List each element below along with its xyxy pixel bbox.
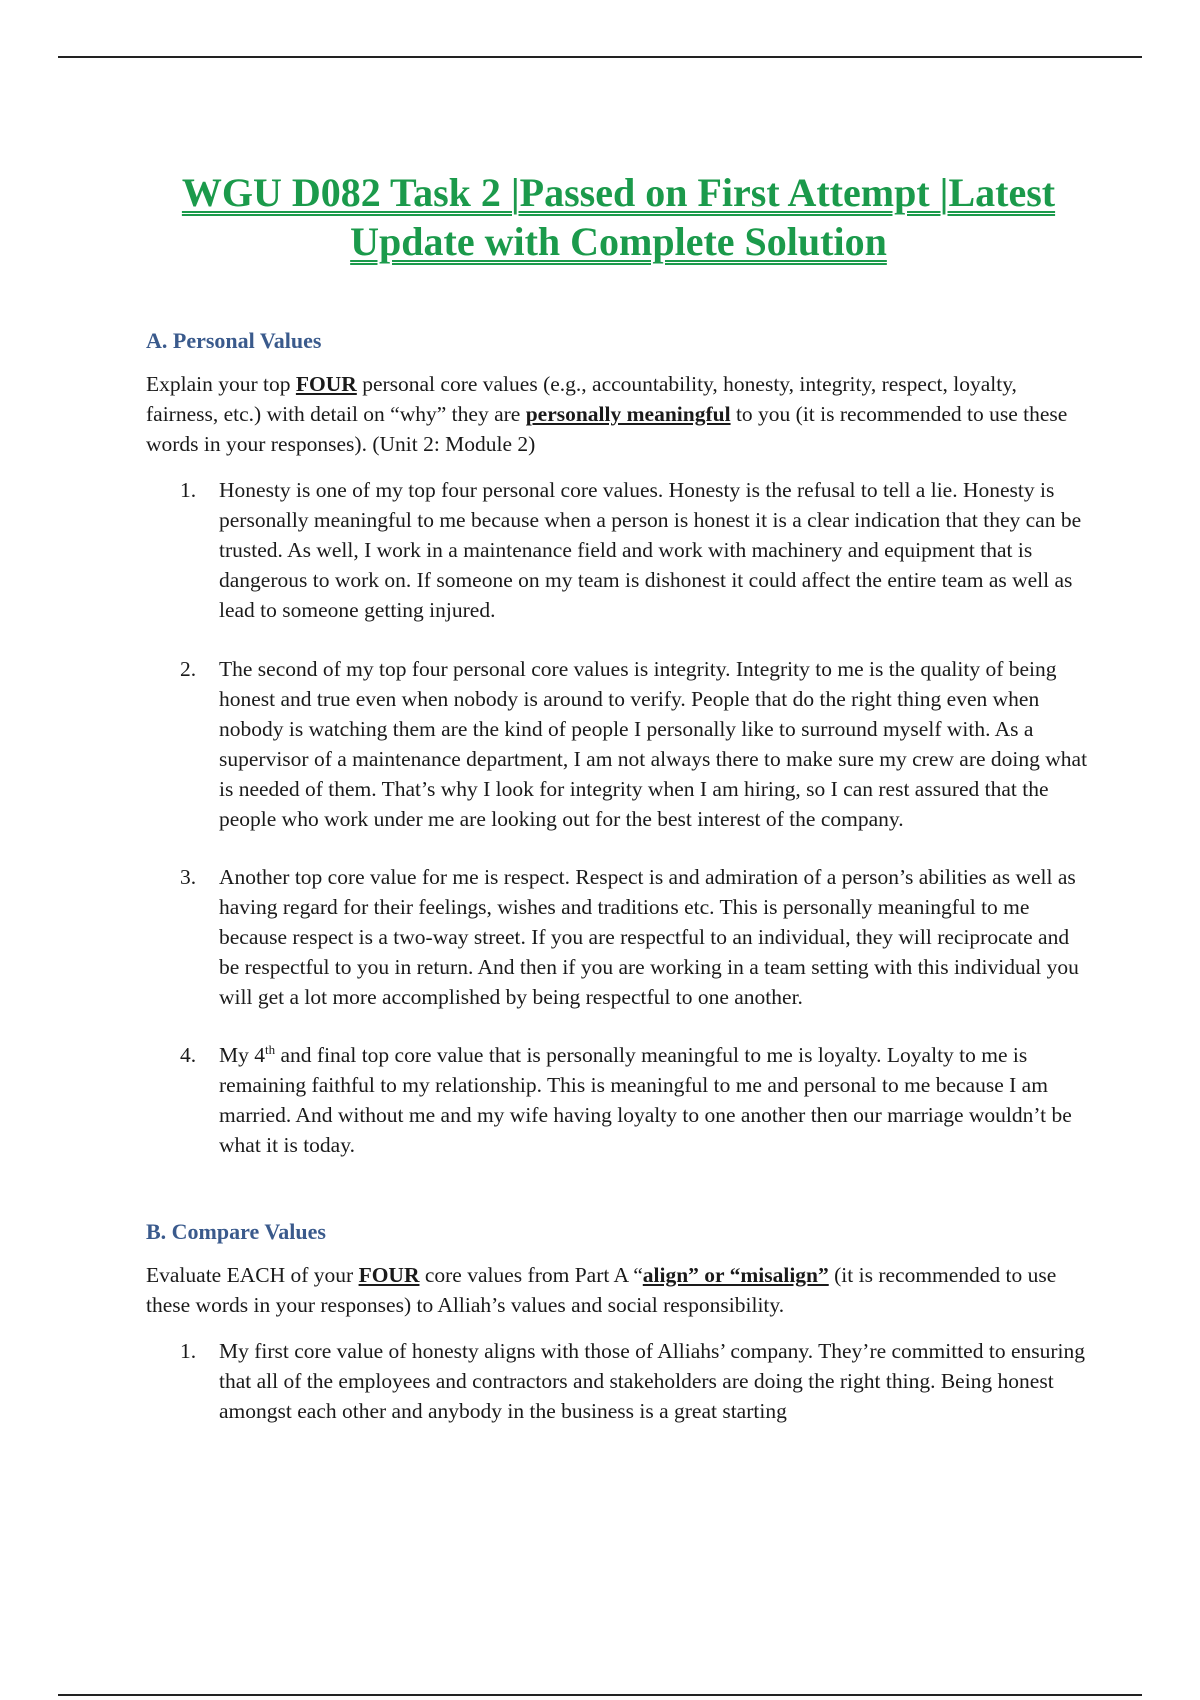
title-line-1: WGU D082 Task 2 |Passed on First Attempt |Latest [181, 170, 1056, 215]
section-b-heading: B. Compare Values [146, 1219, 326, 1244]
list-number: 1. [180, 478, 197, 502]
section-b-list [146, 1336, 1091, 1426]
title-line-2: Update with Complete Solution [350, 219, 887, 264]
list-item [146, 1040, 1091, 1160]
list-number: 3. [180, 865, 197, 889]
emphasis-personally-meaningful: personally meaningful [525, 402, 731, 426]
section-a-list [146, 475, 1091, 1160]
list-text: My first core value of honesty aligns with those of Alliahs’ company. They’re committed to ensuring that all of the employees and contractors and stakeholders are doing the right thing. Being honest amongst each other and anybody in the business is a great starting [219, 1339, 1085, 1423]
list-item [146, 862, 1091, 1012]
document-body [146, 168, 1091, 1426]
list-item [146, 654, 1091, 834]
header-rule [58, 56, 1142, 58]
list-text: Another top core value for me is respect. Respect is and admiration of a person’s abilities as well as having regard for their feelings, wishes and traditions etc. This is personally meaningful to me because respect is a two-way street. If you are respectful to an individual, they will reciprocate and be respectful to you in return. And then if you are working in a team setting with this individual you will get a lot more accomplished by being respectful to one another. [219, 865, 1079, 1009]
section-b-prompt: Evaluate EACH of your FOUR core values from Part A “align” or “misalign” (it is recommended to use these words in your responses) to Alliah’s values and social responsibility. [146, 1263, 1057, 1317]
list-item [146, 475, 1091, 625]
list-number: 1. [180, 1339, 197, 1363]
document-title [146, 168, 1091, 266]
list-text: My 4th and final top core value that is personally meaningful to me is loyalty. Loyalty to me is remaining faithful to my relationship. This is meaningful to me and personal to me because I am married. And without me and my wife having loyalty to one another then our marriage wouldn’t be what it is today. [219, 1041, 1072, 1157]
list-item [146, 1336, 1091, 1426]
list-number: 4. [180, 1043, 197, 1067]
list-text: The second of my top four personal core values is integrity. Integrity to me is the quality of being honest and true even when nobody is around to verify. People that do the right thing even when nobody is watching them are the kind of people I personally like to surround myself with. As a supervisor of a maintenance department, I am not always there to make sure my crew are doing what is needed of them. That’s why I look for integrity when I am hiring, so I can rest assured that the people who work under me are looking out for the best interest of the company. [219, 657, 1088, 831]
footer-rule [58, 1694, 1142, 1696]
list-number: 2. [180, 657, 197, 681]
emphasis-four: FOUR [295, 372, 357, 396]
section-a-heading: A. Personal Values [146, 328, 322, 353]
emphasis-four: FOUR [358, 1263, 420, 1287]
section-a-prompt: Explain your top FOUR personal core values (e.g., accountability, honesty, integrity, respect, loyalty, fairness, etc.) with detail on “why” they are personally meaningful to you (it is recommended to use these words in your responses). (Unit 2: Module 2) [146, 372, 1068, 456]
emphasis-align-misalign: align” or “misalign” [642, 1263, 829, 1287]
list-text: Honesty is one of my top four personal core values. Honesty is the refusal to tell a lie. Honesty is personally meaningful to me because when a person is honest it is a clear indication that they can be trusted. As well, I work in a maintenance field and work with machinery and equipment that is dangerous to work on. If someone on my team is dishonest it could affect the entire team as well as lead to someone getting injured. [219, 478, 1082, 622]
